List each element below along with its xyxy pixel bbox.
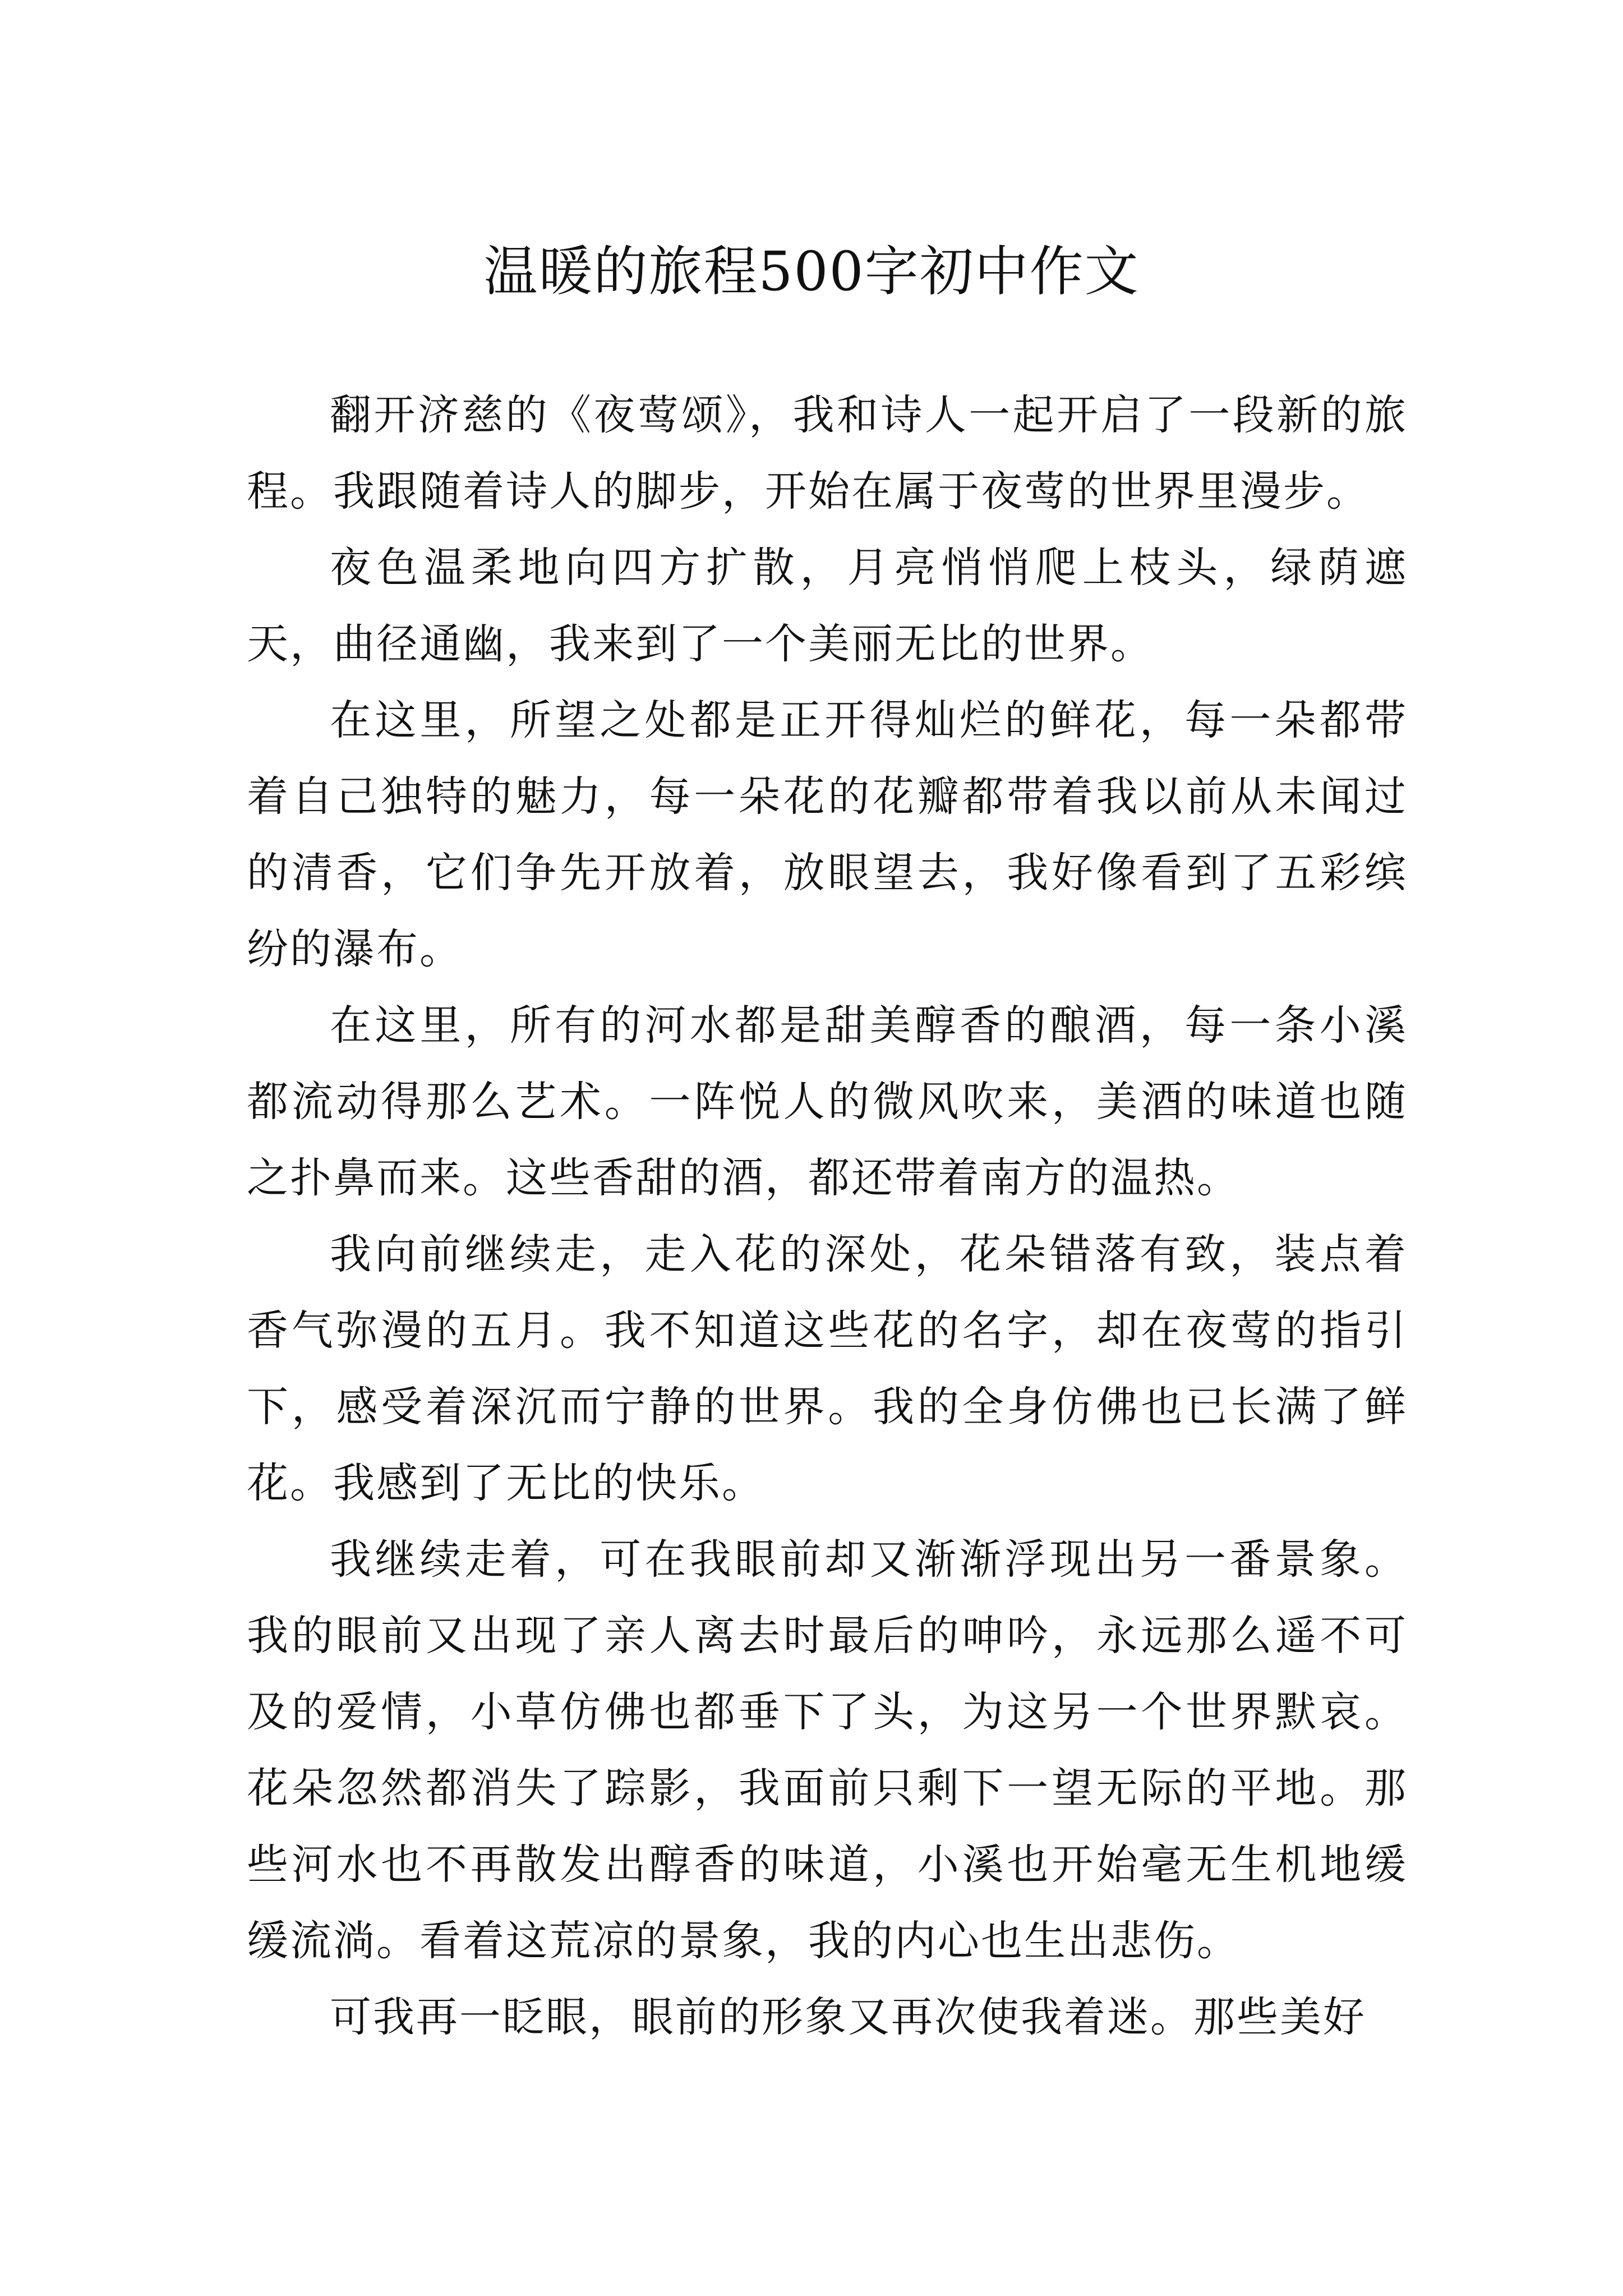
paragraph: 在这里，所望之处都是正开得灿烂的鲜花，每一朵都带着自己独特的魅力，每一朵花的花瓣都带着我以前从未闻过的清香，它们争先开放着，放眼望去，我好像看到了五彩缤纷的瀑布。 bbox=[247, 696, 1408, 973]
paragraph: 夜色温柔地向四方扩散，月亮悄悄爬上枝头，绿荫遮天，曲径通幽，我来到了一个美丽无比的世界。 bbox=[247, 544, 1408, 668]
paragraph: 翻开济慈的《夜莺颂》，我和诗人一起开启了一段新的旅程。我跟随着诗人的脚步，开始在属于夜莺的世界里漫步。 bbox=[247, 391, 1408, 516]
document-title: 温暖的旅程500字初中作文 bbox=[483, 240, 1140, 303]
paragraph: 我继续走着，可在我眼前却又渐渐浮现出另一番景象。我的眼前又出现了亲人离去时最后的呻吟，永远那么遥不可及的爱情，小草仿佛也都垂下了头，为这另一个世界默哀。花朵忽然都消失了踪影，我面前只剩下一望无际的平地。那些河水也不再散发出醇香的味道，小溪也开始毫无生机地缓缓流淌。看着这荒凉的景象，我的内心也生出悲伤。 bbox=[247, 1535, 1408, 1965]
document-body bbox=[247, 377, 1408, 2055]
paragraph: 我向前继续走，走入花的深处，花朵错落有致，装点着香气弥漫的五月。我不知道这些花的名字，却在夜莺的指引下，感受着深沉而宁静的世界。我的全身仿佛也已长满了鲜花。我感到了无比的快乐。 bbox=[247, 1230, 1408, 1507]
paragraph: 在这里，所有的河水都是甜美醇香的酿酒，每一条小溪都流动得那么艺术。一阵悦人的微风吹来，美酒的味道也随之扑鼻而来。这些香甜的酒，都还带着南方的温热。 bbox=[247, 1001, 1408, 1202]
paragraph: 可我再一眨眼，眼前的形象又再次使我着迷。那些美好 bbox=[330, 1993, 1366, 2041]
